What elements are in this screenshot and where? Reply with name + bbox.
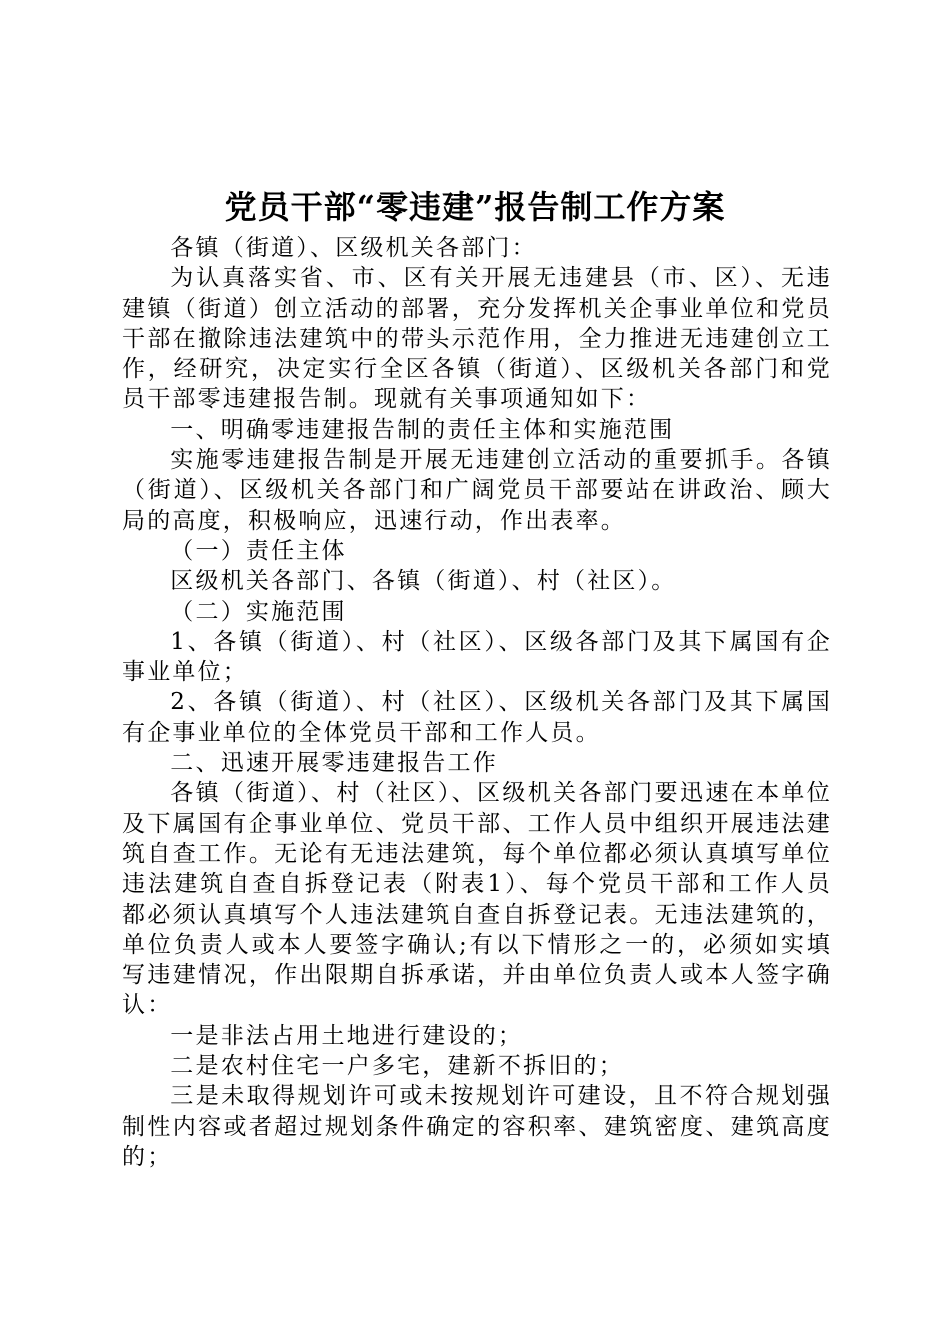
list-item: 二是农村住宅一户多宅，建新不拆旧的； [170, 1053, 624, 1080]
paragraph-intro: 为认真落实省、市、区有关开展无违建县（市、区）、无违建镇（街道）创立活动的部署，充分发挥机关企事业单位和党员干部在撤除违法建筑中的带头示范作用，全力推进无违建创立工作，经研究，决定实行全区各镇（街道）、区级机关各部门和党员干部零违建报告制。现就有关事项通知如下： [122, 265, 832, 413]
list-item: 1、各镇（街道）、村（社区）、区级各部门及其下属国有企事业单位； [122, 628, 832, 686]
paragraph: 区级机关各部门、各镇（街道）、村（社区）。 [170, 568, 677, 595]
subsection-heading: （二）实施范围 [170, 598, 347, 625]
list-item: 一是非法占用土地进行建设的； [170, 1022, 524, 1049]
paragraph: 各镇（街道）、村（社区）、区级机关各部门要迅速在本单位及下属国有企事业单位、党员干部、工作人员中组织开展违法建筑自查工作。无论有无违法建筑，每个单位都必须认真填写单位违法建筑自查自拆登记表（附表1）、每个党员干部和工作人员都必须认真填写个人违法建筑自查自拆登记表。无违法建筑的，单位负责人或本人要签字确认;有以下情形之一的，必须如实填写违建情况，作出限期自拆承诺，并由单位负责人或本人签字确认： [122, 780, 832, 1019]
section-heading-2: 二、迅速开展零违建报告工作 [170, 750, 498, 777]
list-item: 2、各镇（街道）、村（社区）、区级机关各部门及其下属国有企事业单位的全体党员干部和工作人员。 [122, 689, 832, 746]
subsection-heading: （一）责任主体 [170, 537, 347, 564]
paragraph-salutation: 各镇（街道）、区级机关各部门： [170, 235, 537, 261]
document-title: 党员干部“零违建”报告制工作方案 [224, 188, 726, 226]
paragraph: 实施零违建报告制是开展无违建创立活动的重要抓手。各镇（街道）、区级机关各部门和广阔党员干部要站在讲政治、顾大局的高度，积极响应，迅速行动，作出表率。 [122, 447, 832, 534]
list-item: 三是未取得规划许可或未按规划许可建设，且不符合规划强制性内容或者超过规划条件确定的容积率、建筑密度、建筑高度的； [122, 1083, 832, 1170]
document-body [122, 233, 832, 1172]
section-heading-1: 一、明确零违建报告制的责任主体和实施范围 [170, 416, 675, 443]
